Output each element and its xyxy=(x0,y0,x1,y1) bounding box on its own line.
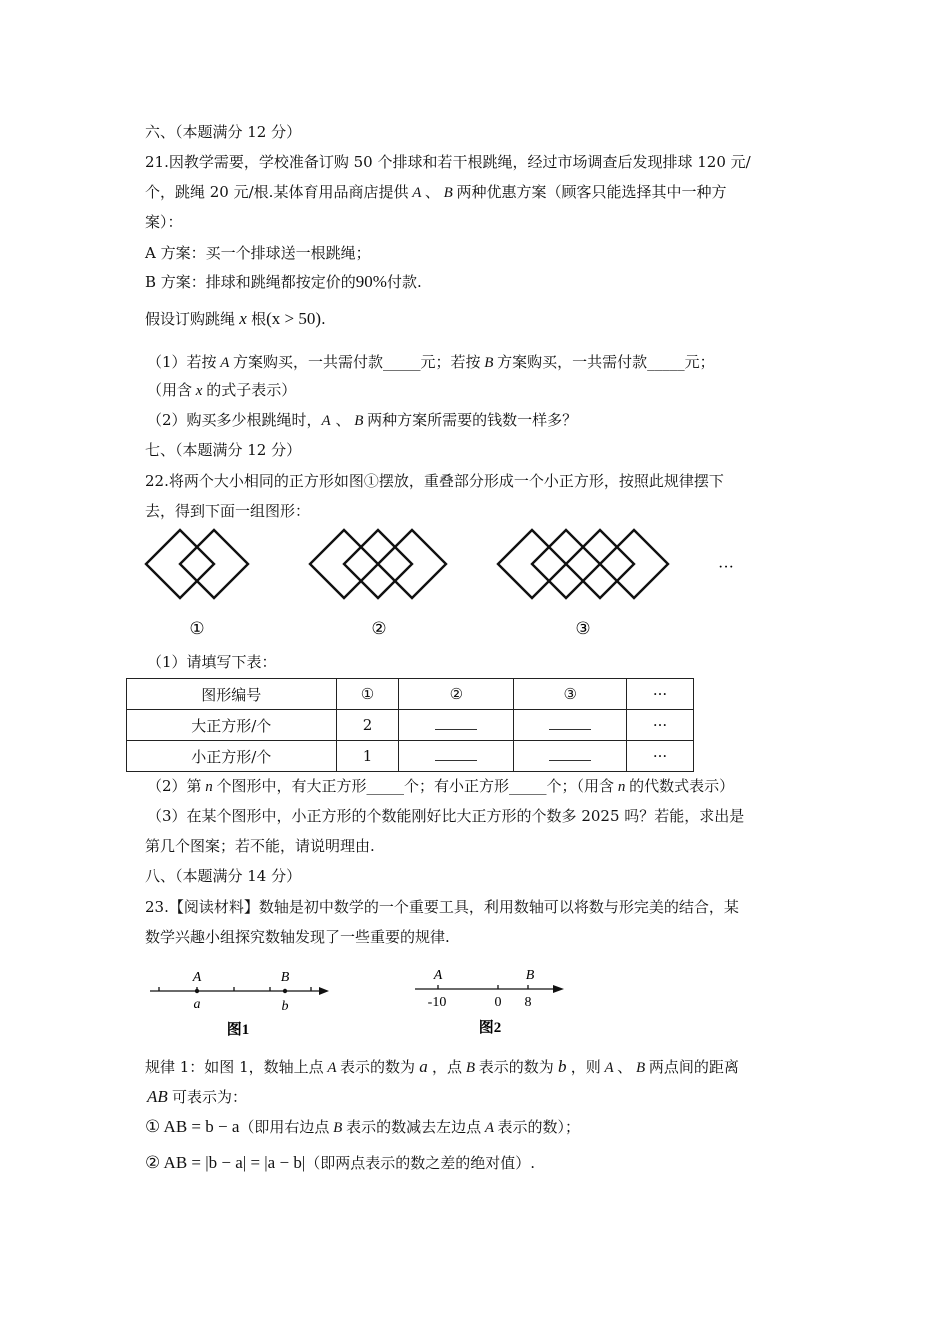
label-b: B xyxy=(280,970,290,985)
answer-blank[interactable] xyxy=(514,710,627,741)
answer-blank[interactable] xyxy=(399,741,514,772)
fill-in-table xyxy=(126,678,694,772)
q21-sub-1: （1）若按 A 方案购买，一共需付款_____元；若按 B 方案购买，一共需付款_____元； xyxy=(147,353,715,371)
table-row xyxy=(127,741,694,772)
plan-b: B 方案：排球和跳绳都按定价的90%付款. xyxy=(145,272,422,291)
label-b: B xyxy=(525,968,535,983)
table-header-cell: ③ xyxy=(514,679,627,710)
q21-line-3: 案）： xyxy=(145,213,183,231)
tick-label-minus-10: -10 xyxy=(427,995,447,1010)
value-a: a xyxy=(193,997,201,1012)
q22-line-2: 去，得到下面一组图形： xyxy=(145,502,311,520)
answer-blank[interactable] xyxy=(514,741,627,772)
section-header-7: 七、（本题满分 12 分） xyxy=(145,441,302,459)
q21-sub-1-line-2: （用含 x 的式子表示） xyxy=(147,381,297,399)
table-header-row xyxy=(127,679,694,710)
figure-label-1: ① xyxy=(189,619,205,638)
figure-ellipsis: ··· xyxy=(718,559,734,576)
rule1-item-1: ① AB = b − a（即用右边点 B 表示的数减去左边点 A 表示的数）； xyxy=(145,1117,581,1136)
q22-sub-2: （2）第 n 个图形中，有大正方形_____个；有小正方形_____个；（用含 n 的代数式表示） xyxy=(147,777,735,795)
value-b: b xyxy=(281,999,289,1014)
table-cell: ··· xyxy=(627,741,694,772)
q22-sub-1: （1）请填写下表： xyxy=(147,653,277,671)
fig1-caption: 图1 xyxy=(226,1022,250,1038)
q23-line-2: 数学兴趣小组探究数轴发现了一些重要的规律. xyxy=(145,928,450,946)
q21-line-2: 个，跳绳 20 元/根.某体育用品商店提供 A 、 B 两种优惠方案（顾客只能选择其中一种方 xyxy=(145,183,727,201)
q23-line-1: 23.【阅读材料】数轴是初中数学的一个重要工具，利用数轴可以将数与形完美的结合，某 xyxy=(145,898,739,916)
q21-line-1: 21.因教学需要，学校准备订购 50 个排球和若干根跳绳，经过市场调查后发现排球 120 元/ xyxy=(145,153,751,171)
rule1-line-2: AB 可表示为： xyxy=(147,1087,248,1106)
row-label: 大正方形/个 xyxy=(127,710,337,741)
q21-sub-2: （2）购买多少根跳绳时，A 、 B 两种方案所需要的钱数一样多？ xyxy=(147,411,578,429)
row-label: 小正方形/个 xyxy=(127,741,337,772)
number-line-fig1 xyxy=(145,962,345,1040)
answer-blank[interactable] xyxy=(399,710,514,741)
table-header-cell: 图形编号 xyxy=(127,679,337,710)
table-header-cell: ① xyxy=(336,679,399,710)
rule1-item-2: ② AB = |b − a| = |a − b|（即两点表示的数之差的绝对值）. xyxy=(145,1153,536,1172)
tick-label-0: 0 xyxy=(494,995,502,1010)
plan-a: A 方案：买一个排球送一根跳绳； xyxy=(145,244,371,262)
table-row xyxy=(127,710,694,741)
fig2-caption: 图2 xyxy=(478,1020,502,1036)
section-header-8: 八、（本题满分 14 分） xyxy=(145,867,302,885)
table-header-cell: ··· xyxy=(627,679,694,710)
table-cell: 2 xyxy=(336,710,399,741)
figure-label-2: ② xyxy=(371,619,387,638)
label-a: A xyxy=(433,968,443,983)
q22-sub-3: （3）在某个图形中，小正方形的个数能刚好比大正方形的个数多 2025 吗？若能，求出是 xyxy=(147,807,745,825)
table-header-cell: ② xyxy=(399,679,514,710)
q22-line-1: 22.将两个大小相同的正方形如图①摆放，重叠部分形成一个小正方形，按照此规律摆下 xyxy=(145,472,724,490)
q22-sub-3-line-2: 第几个图案；若不能，请说明理由. xyxy=(145,837,375,855)
point-b xyxy=(283,989,287,993)
tick-label-8: 8 xyxy=(524,995,532,1010)
section-header-6: 六、（本题满分 12 分） xyxy=(145,123,302,141)
table-cell: ··· xyxy=(627,710,694,741)
assumption: 假设订购跳绳 x 根(x > 50). xyxy=(145,309,326,328)
table-cell: 1 xyxy=(336,741,399,772)
number-line-fig2 xyxy=(410,962,580,1040)
point-a xyxy=(195,989,199,993)
label-a: A xyxy=(192,970,202,985)
figure-label-3: ③ xyxy=(575,619,591,638)
squares-figure xyxy=(140,522,750,644)
rule1-line-1: 规律 1：如图 1，数轴上点 A 表示的数为 a ，点 B 表示的数为 b ，则 A 、 B 两点间的距离 xyxy=(145,1057,739,1076)
